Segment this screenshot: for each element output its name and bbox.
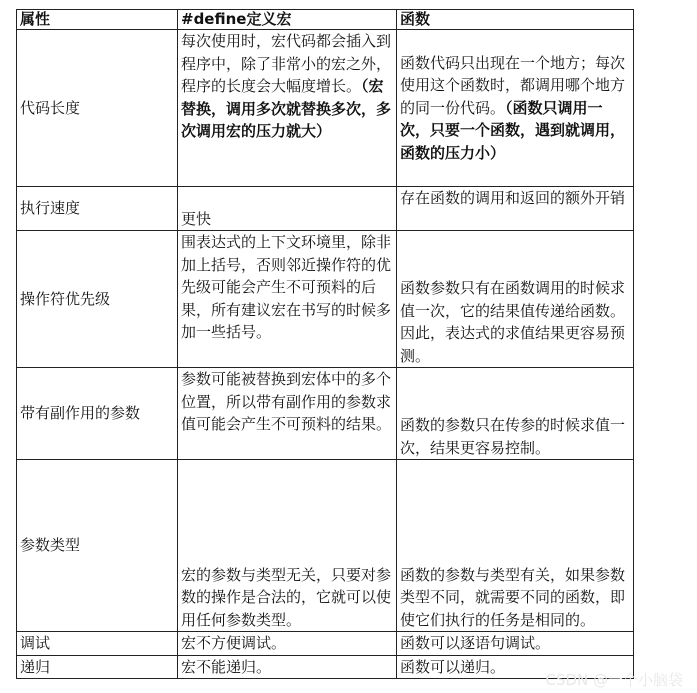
table-row xyxy=(17,30,634,187)
comparison-table xyxy=(16,9,634,679)
table-row xyxy=(17,368,634,460)
table-row xyxy=(17,187,634,231)
attr-cell: 参数类型 xyxy=(17,460,178,632)
macro-cell: 围表达式的上下文环境里，除非加上括号，否则邻近操作符的优先级可能会产生不可预料的后果，所有建议宏在书写的时候多加一些括号。 xyxy=(178,231,397,368)
header-function: 函数 xyxy=(397,10,634,30)
function-cell: 函数的参数与类型有关，如果参数类型不同，就需要不同的函数，即使它们执行的任务是相同的。 xyxy=(397,460,634,632)
attr-cell: 代码长度 xyxy=(17,30,178,187)
macro-cell: 更快 xyxy=(178,187,397,231)
function-cell: 函数的参数只在传参的时候求值一次，结果更容易控制。 xyxy=(397,368,634,460)
csdn-watermark: CSDN @一个小脑袋 xyxy=(545,671,683,689)
function-cell: 存在函数的调用和返回的额外开销 xyxy=(397,187,634,231)
macro-cell: 宏不能递归。 xyxy=(178,655,397,679)
attr-cell: 调试 xyxy=(17,632,178,656)
function-cell: 函数可以逐语句调试。 xyxy=(397,632,634,656)
function-cell: 函数可以递归。 xyxy=(397,655,634,679)
table-row xyxy=(17,231,634,368)
table-row xyxy=(17,632,634,656)
header-macro: #define定义宏 xyxy=(178,10,397,30)
header-attribute: 属性 xyxy=(17,10,178,30)
function-cell: 函数代码只出现在一个地方；每次使用这个函数时，都调用哪个地方的同一份代码。（函数只调用一次，只要一个函数，遇到就调用，函数的压力小） xyxy=(397,30,634,187)
macro-cell: 宏的参数与类型无关，只要对参数的操作是合法的，它就可以使用任何参数类型。 xyxy=(178,460,397,632)
attr-cell: 执行速度 xyxy=(17,187,178,231)
attr-cell: 递归 xyxy=(17,655,178,679)
attr-cell: 操作符优先级 xyxy=(17,231,178,368)
function-cell: 函数参数只有在函数调用的时候求值一次，它的结果值传递给函数。因此，表达式的求值结果更容易预测。 xyxy=(397,231,634,368)
attr-cell: 带有副作用的参数 xyxy=(17,368,178,460)
macro-cell: 宏不方便调试。 xyxy=(178,632,397,656)
macro-cell: 参数可能被替换到宏体中的多个位置，所以带有副作用的参数求值可能会产生不可预料的结果。 xyxy=(178,368,397,460)
table-row xyxy=(17,655,634,679)
macro-cell: 每次使用时，宏代码都会插入到程序中，除了非常小的宏之外，程序的长度会大幅度增长。（宏替换，调用多次就替换多次，多次调用宏的压力就大） xyxy=(178,30,397,187)
header-row xyxy=(17,10,634,30)
table-row xyxy=(17,460,634,632)
